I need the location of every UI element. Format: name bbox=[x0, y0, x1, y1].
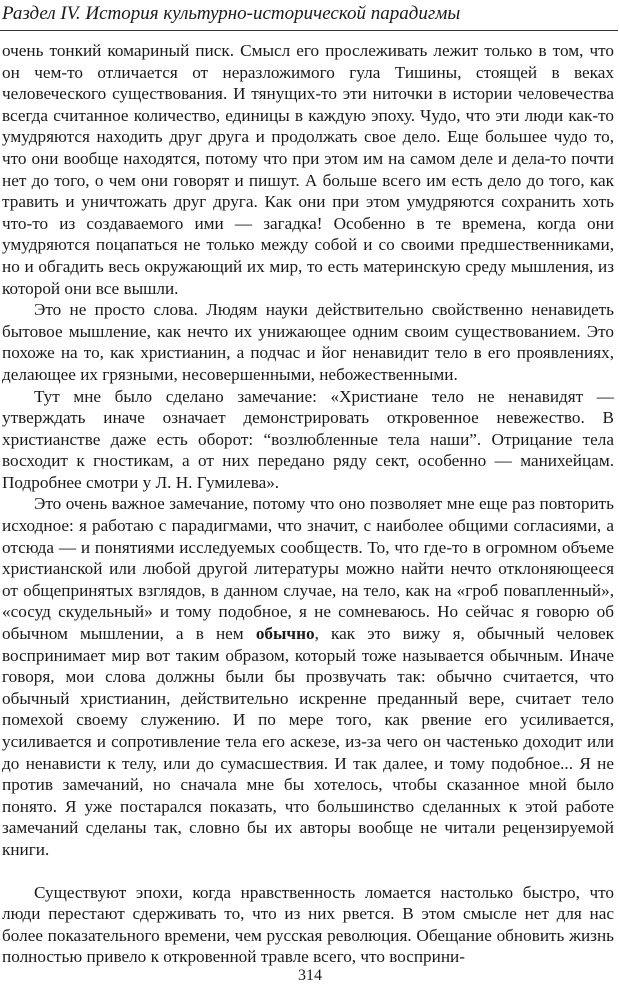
header-divider bbox=[0, 30, 618, 31]
emphasized-word: обычно bbox=[255, 624, 315, 644]
paragraph-text-before: Это очень важное замечание, потому что оно позволяет мне еще раз повторить исходное: я работаю с парадигмами, что значит, с наиболее общими согласиями, а отсюда — и понятиями исследуемых сообществ. То, что где-то в огромном объеме христианской или любой другой литературы можно найти нечто отклоняющееся от общепринятых взглядов, в данном случае, на тело, как на «гроб повапленный», «сосуд скудельный» и тому подобное, я не сомневаюсь. Но сейчас я говорю об обычном мышлении, а в нем bbox=[2, 494, 614, 644]
paragraph-with-emphasis bbox=[2, 493, 614, 860]
paragraph: Это не просто слова. Людям науки действительно свойственно ненавидеть бытовое мышление, как нечто их унижающее одним своим существованием. Это похоже на то, как христианин, а подчас и йог ненавидит тело в его проявлениях, делающее их грязными, несовершенными, небожественными. bbox=[2, 300, 614, 384]
page-body bbox=[2, 40, 614, 968]
paragraph-continuation: очень тонкий комариный писк. Смысл его прослеживать лежит только в том, что он чем-то отличается от неразложимого гула Тишины, стоящей в веках человеческого существования. И тянущих-то эти ниточки в истории человечества всегда считанное количество, единицы в каждую эпоху. Чудо, что эти люди как-то умудряются находить друг друга и продолжать свое дело. Еще большее чудо то, что они вообще находятся, потому что при этом им на самом деле и дела-то почти нет до того, о чем они говорят и пишут. А больше всего им есть дело до того, как травить и уничтожать друг друга. Как они при этом умудряются сохранить хоть что-то из создаваемого ими — загадка! Особенно в те времена, когда они умудряются поцапаться не только между собой и со своими предшественниками, но и обгадить весь окружающий их мир, то есть материнскую среду мышления, из которой они все вышли. bbox=[2, 41, 614, 298]
paragraph-text-after: , как это вижу я, обычный человек воспринимает мир вот таким образом, который тоже называется обычным. Иначе говоря, мои слова должны были бы прозвучать так: обычно считается, что обычный христианин, действительно искренне преданный вере, считает тело помехой своему служению. И по мере того, как рвение его усиливается, усиливается и сопротивление тела его аскезе, из-за чего он частенько доходит или до ненависти к телу, или до сумасшествия. И так далее, и тому подобное... Я не против замечаний, но сначала мне бы хотелось, чтобы сказанное мной было понято. Я уже постарался показать, что большинство сделанных к этой работе замечаний сделаны так, словно бы их авторы вообще не читали рецензируемой книги. bbox=[2, 624, 614, 859]
running-header: Раздел IV. История культурно-исторической парадигмы bbox=[2, 3, 461, 24]
paragraph: Существуют эпохи, когда нравственность ломается настолько быстро, что люди перестают сдерживать то, что из них рвется. В этом смысле нет для нас более показательного времени, чем русская революция. Обещание обновить жизнь полностью привело к откровенной травле всего, что восприни- bbox=[2, 882, 614, 967]
page-number: 314 bbox=[298, 967, 322, 984]
paragraph: Тут мне было сделано замечание: «Христиане тело не ненавидят — утверждать иначе означает демонстрировать откровенное невежество. В христианстве даже есть оборот: “возлюбленные тела наши”. Отрицание тела восходит к гностикам, а от них передано ряду сект, особенно — манихейцам. Подробнее смотри у Л. Н. Гумилева». bbox=[2, 386, 614, 492]
